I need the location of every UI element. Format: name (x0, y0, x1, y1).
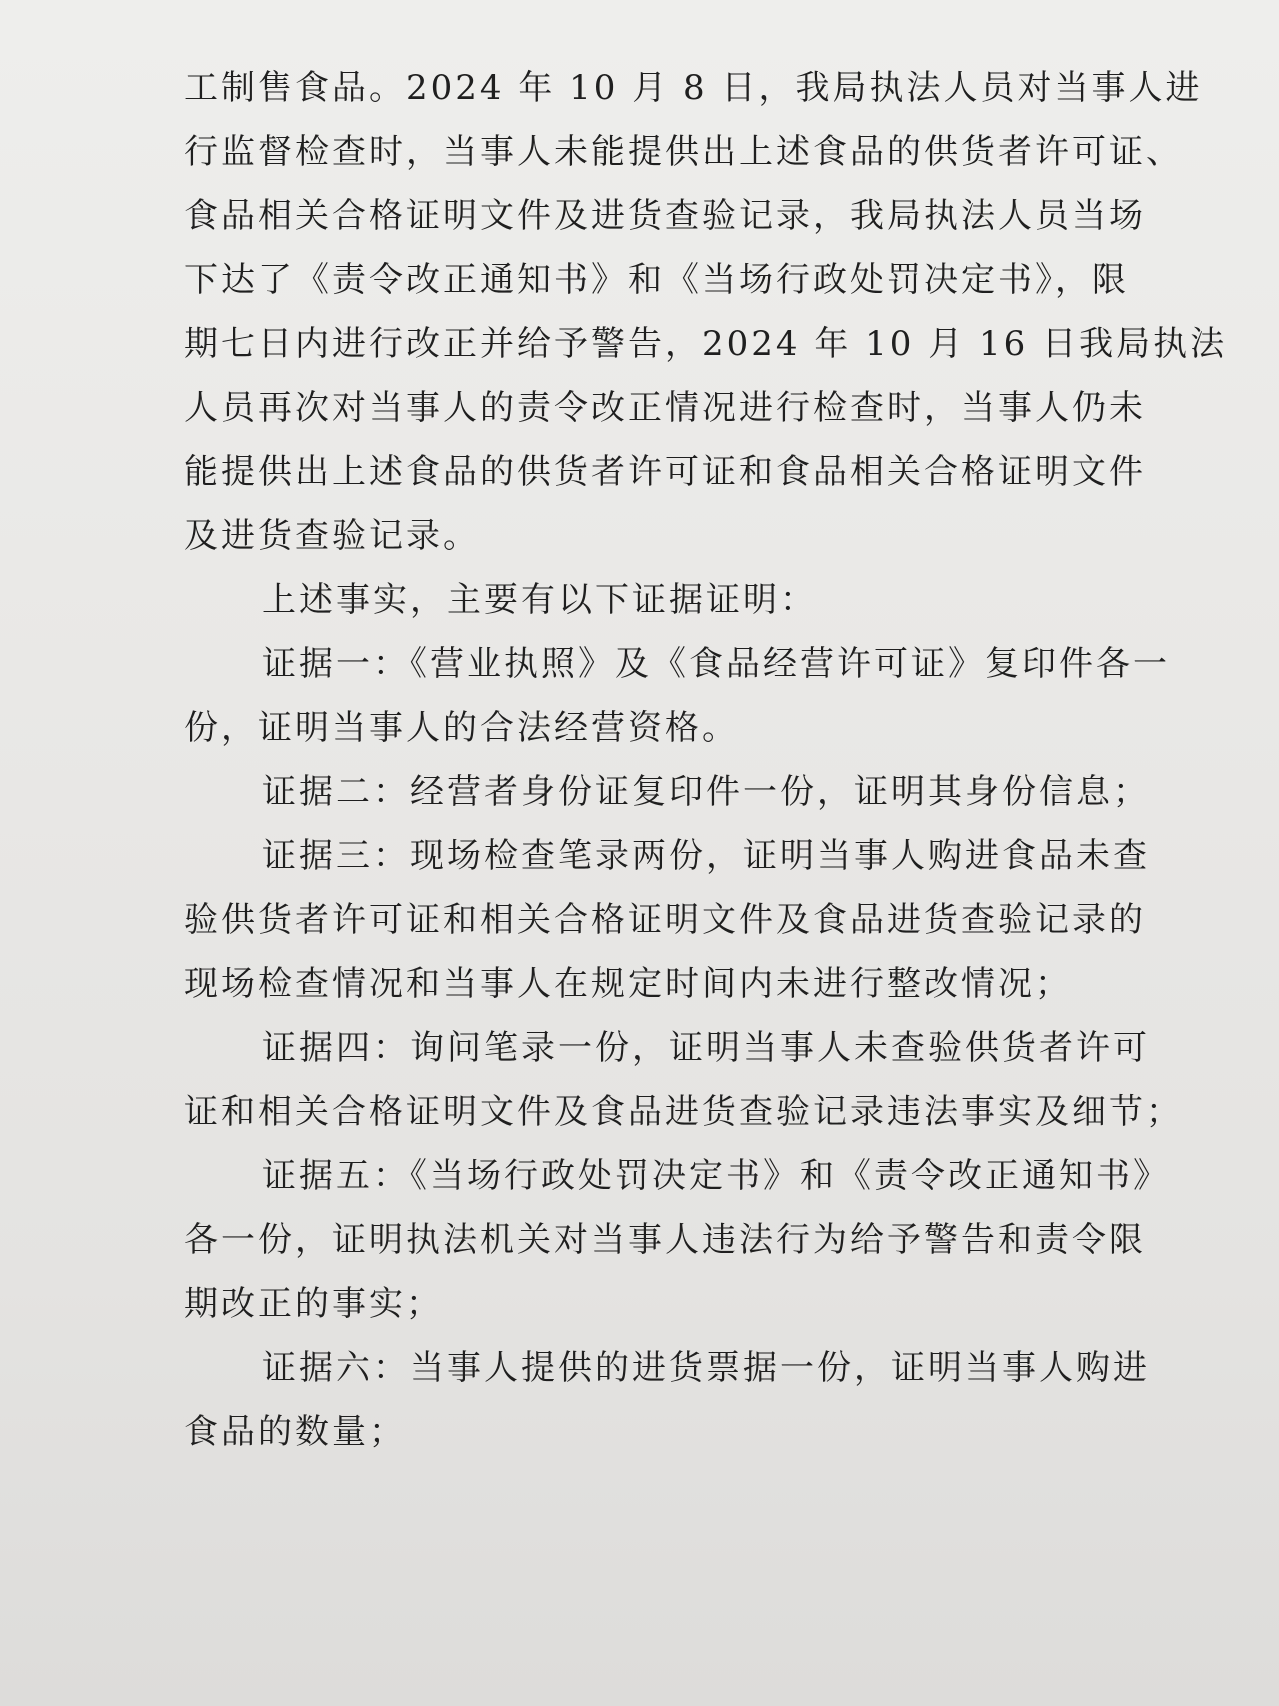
text-line: 期改正的事实； (184, 1284, 443, 1324)
paragraph-evidence-6: 证据六：当事人提供的进货票据一份，证明当事人购进 (262, 1348, 1150, 1388)
paragraph-evidence-5: 证据五：《当场行政处罚决定书》和《责令改正通知书》 (262, 1156, 1170, 1196)
paragraph-evidence-intro: 上述事实，主要有以下证据证明： (262, 580, 817, 620)
text-line: 食品相关合格证明文件及进货查验记录，我局执法人员当场 (184, 196, 1146, 236)
text-line: 行监督检查时，当事人未能提供出上述食品的供货者许可证、 (184, 132, 1183, 172)
paragraph-evidence-4: 证据四：询问笔录一份，证明当事人未查验供货者许可 (262, 1028, 1150, 1068)
text-line: 期七日内进行改正并给予警告，2024 年 10 月 16 日我局执法 (184, 324, 1228, 364)
text-line: 现场检查情况和当事人在规定时间内未进行整改情况； (184, 964, 1072, 1004)
text-line: 人员再次对当事人的责令改正情况进行检查时，当事人仍未 (184, 388, 1146, 428)
text-line: 工制售食品。2024 年 10 月 8 日，我局执法人员对当事人进 (184, 68, 1203, 108)
text-line: 份，证明当事人的合法经营资格。 (184, 708, 739, 748)
paragraph-evidence-3: 证据三：现场检查笔录两份，证明当事人购进食品未查 (262, 836, 1150, 876)
paragraph-evidence-1: 证据一：《营业执照》及《食品经营许可证》复印件各一 (262, 644, 1170, 684)
text-line: 食品的数量； (184, 1412, 406, 1452)
paragraph-evidence-2: 证据二：经营者身份证复印件一份，证明其身份信息； (262, 772, 1150, 812)
text-line: 能提供出上述食品的供货者许可证和食品相关合格证明文件 (184, 452, 1146, 492)
text-line: 验供货者许可证和相关合格证明文件及食品进货查验记录的 (184, 900, 1146, 940)
text-line: 各一份，证明执法机关对当事人违法行为给予警告和责令限 (184, 1220, 1146, 1260)
text-line: 及进货查验记录。 (184, 516, 480, 556)
text-line: 证和相关合格证明文件及食品进货查验记录违法事实及细节； (184, 1092, 1183, 1132)
text-line: 下达了《责令改正通知书》和《当场行政处罚决定书》，限 (184, 260, 1129, 300)
